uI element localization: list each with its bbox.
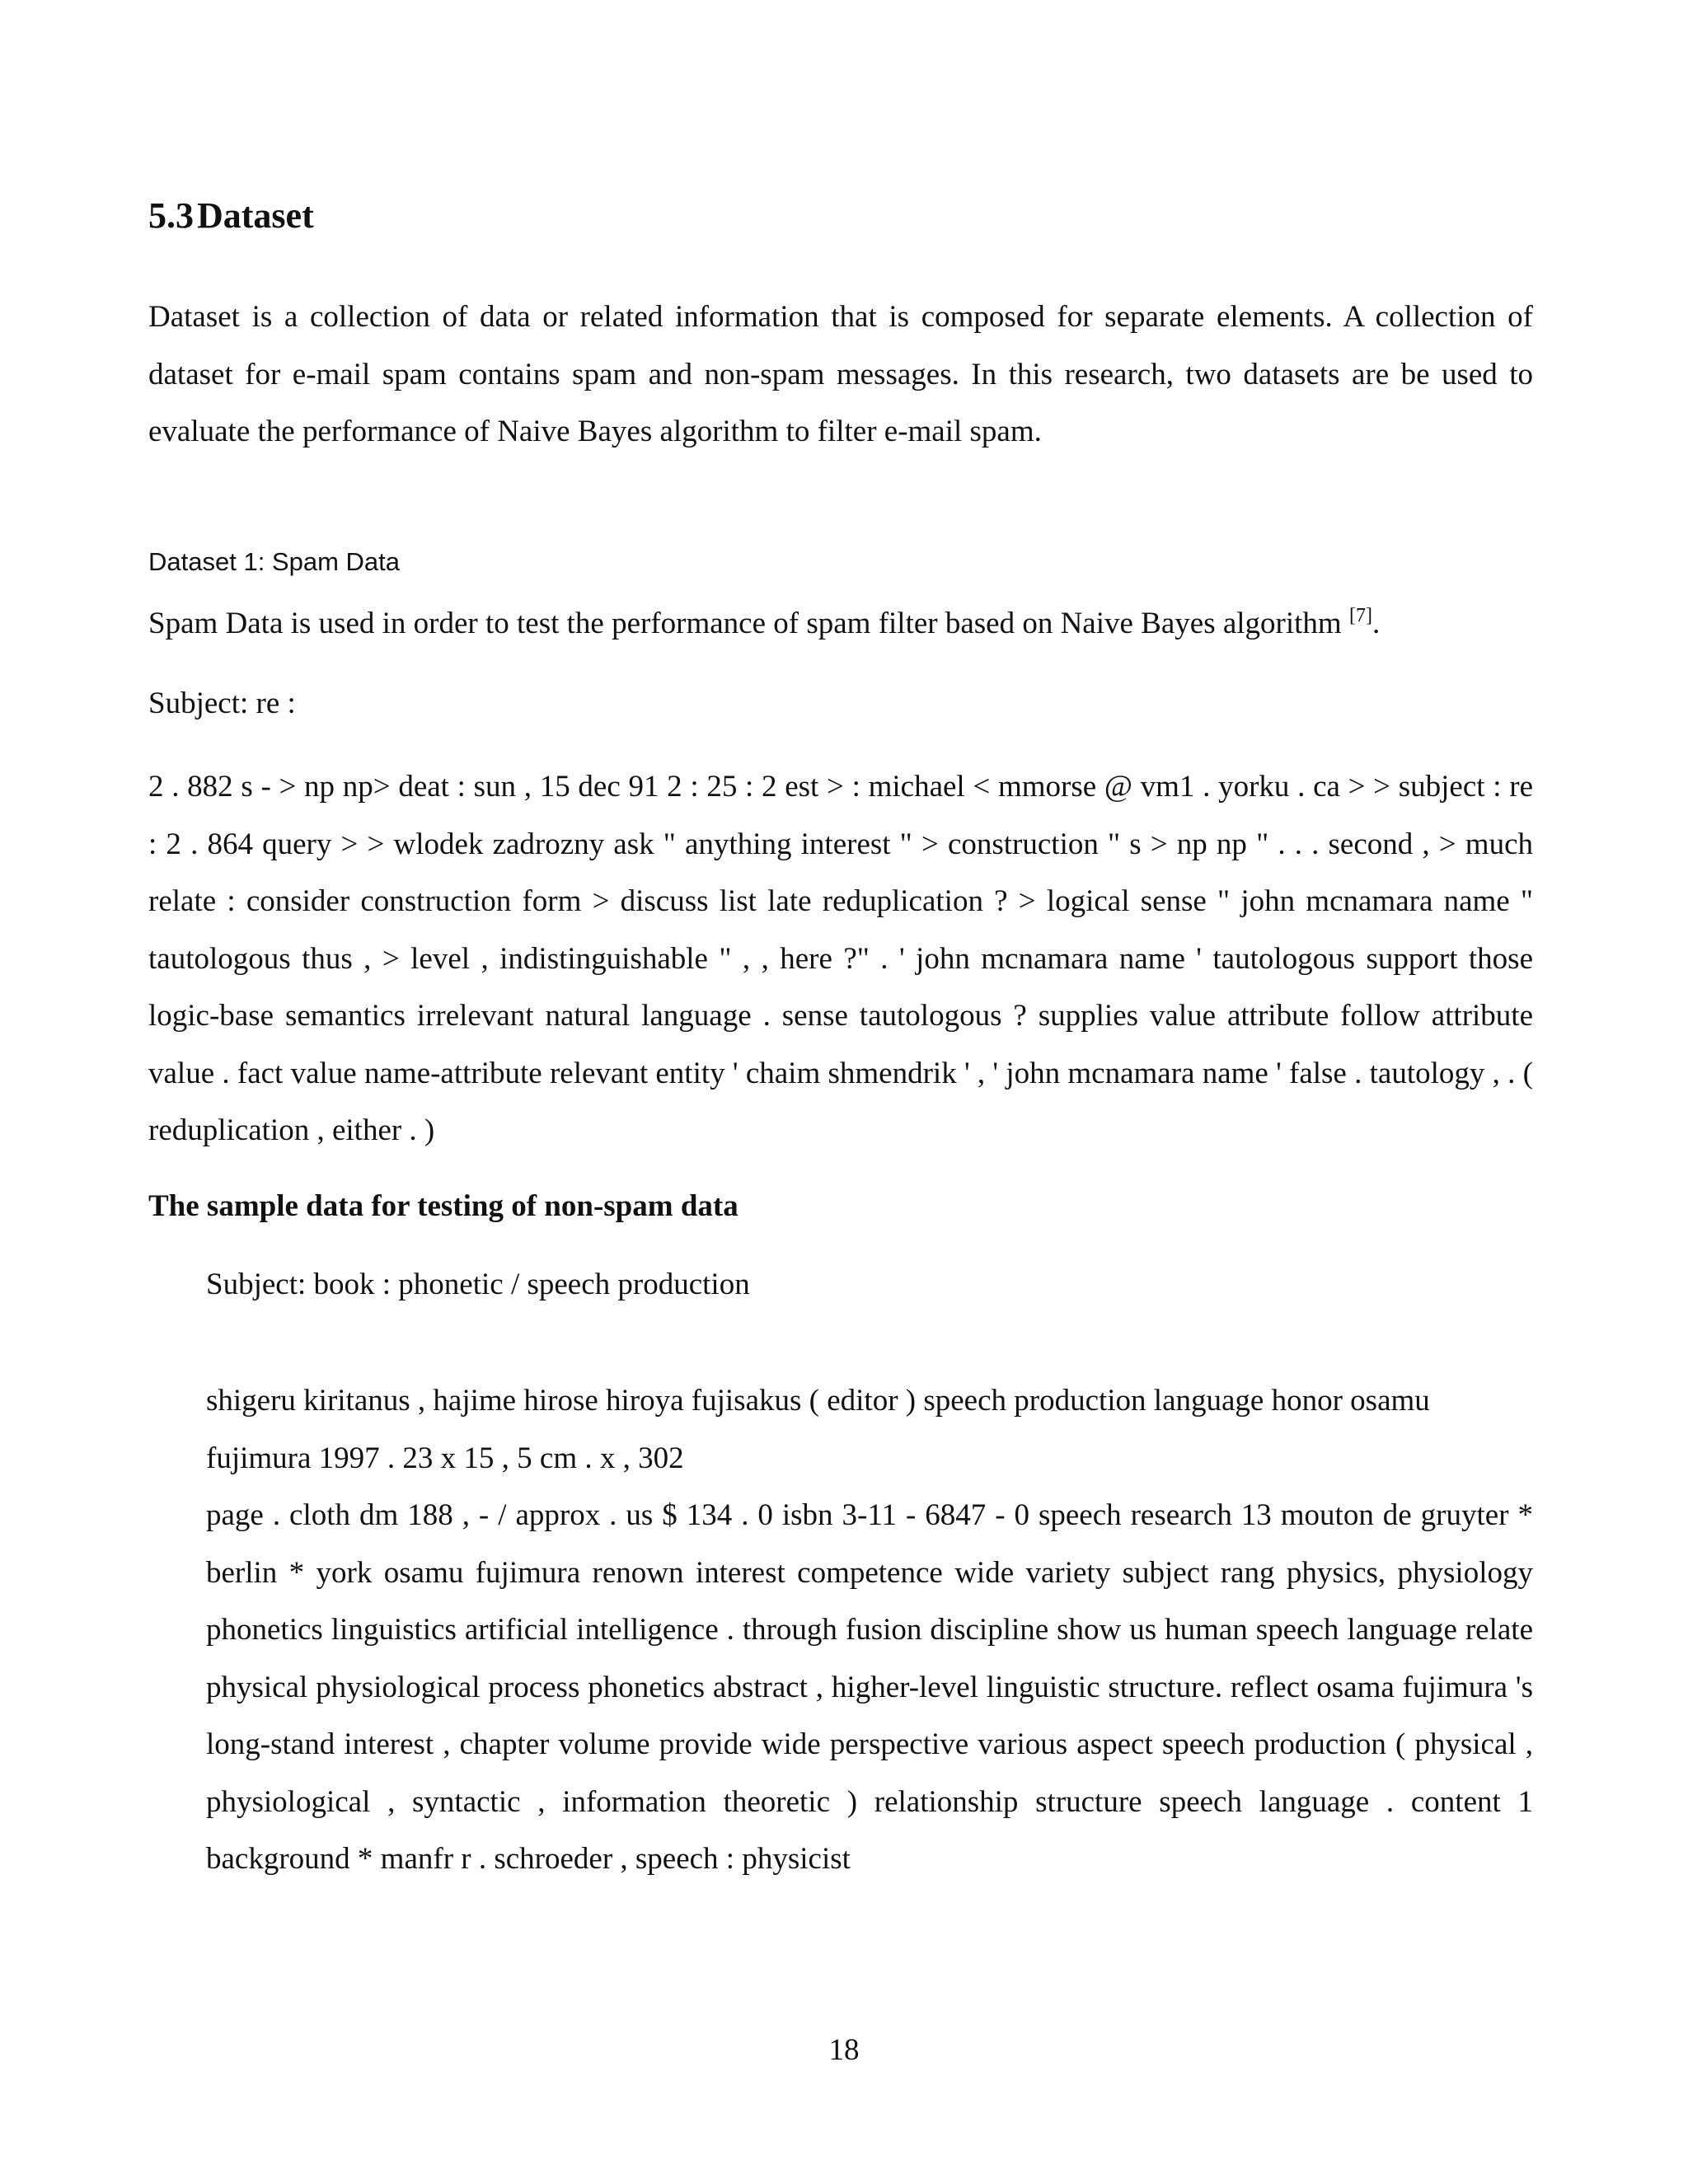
dataset1-body-block — [148, 758, 1533, 1160]
page-number: 18 — [828, 2033, 860, 2067]
nonspam-body-line2: page . cloth dm 188 , - / approx . us $ 134 . 0 isbn 3-11 - 6847 - 0 speech research 13 mouton de gruyter * berlin * york osamu fujimura renown interest competence wide variety subject rang physics, physiology phonetics linguistics artificial intelligence . through fusion discipline show us human speech language relate physical physiological process phonetics abstract , higher-level linguistic structure. reflect osama fujimura 's long-stand interest , chapter volume provide wide perspective various aspect speech production ( physical , physiological , syntactic , information theoretic ) relationship structure speech language . content 1 background * manfr r . schroeder , speech : physicist — [206, 1498, 1533, 1876]
dataset1-subject: Subject: re : — [148, 687, 296, 720]
dataset1-caption: Dataset 1: Spam Data — [148, 547, 400, 576]
section-heading — [148, 194, 314, 237]
intro-paragraph-block — [148, 288, 1533, 461]
dataset1-body: 2 . 882 s - > np np> deat : sun , 15 dec 91 2 : 25 : 2 est > : michael < mmorse @ vm1 . yorku . ca > > subject : re : 2 . 864 query > > wlodek zadrozny ask " anything interest " > construction " s > np np " . . . second , > much relate : consider construction form > discuss list late reduplication ? > logical sense " john mcnamara name " tautologous thus , > level , indistinguishable " , , here ?" . ' john mcnamara name ' tautologous support those logic-base semantics irrelevant natural language . sense tautologous ? supplies value attribute follow attribute value . fact value name-attribute relevant entity ' chaim shmendrik ' , ' john mcnamara name ' false . tautology , . ( reduplication , either . ) — [148, 770, 1533, 1147]
section-title: Dataset — [197, 195, 314, 236]
section-number: 5.3 — [148, 195, 194, 236]
citation-reference: [7] — [1348, 605, 1372, 626]
intro-paragraph: Dataset is a collection of data or related information that is composed for separate elements. A collection of dataset for e-mail spam contains spam and non-spam messages. In this research, two datasets are be used to evaluate the performance of Naive Bayes algorithm to filter e-mail spam. — [148, 300, 1533, 448]
nonspam-subject: Subject: book : phonetic / speech production — [206, 1268, 750, 1301]
nonspam-body-block — [206, 1372, 1533, 1888]
dataset1-description — [148, 606, 1380, 641]
dataset1-description-end: . — [1372, 607, 1381, 640]
nonspam-heading: The sample data for testing of non-spam data — [148, 1189, 738, 1223]
dataset1-description-text: Spam Data is used in order to test the performance of spam filter based on Naive Bayes algorithm — [148, 607, 1349, 640]
nonspam-body-line1: shigeru kiritanus , hajime hirose hiroya fujisakus ( editor ) speech production language honor osamu fujimura 1997 . 23 x 15 , 5 cm . x , 302 — [206, 1384, 1430, 1475]
